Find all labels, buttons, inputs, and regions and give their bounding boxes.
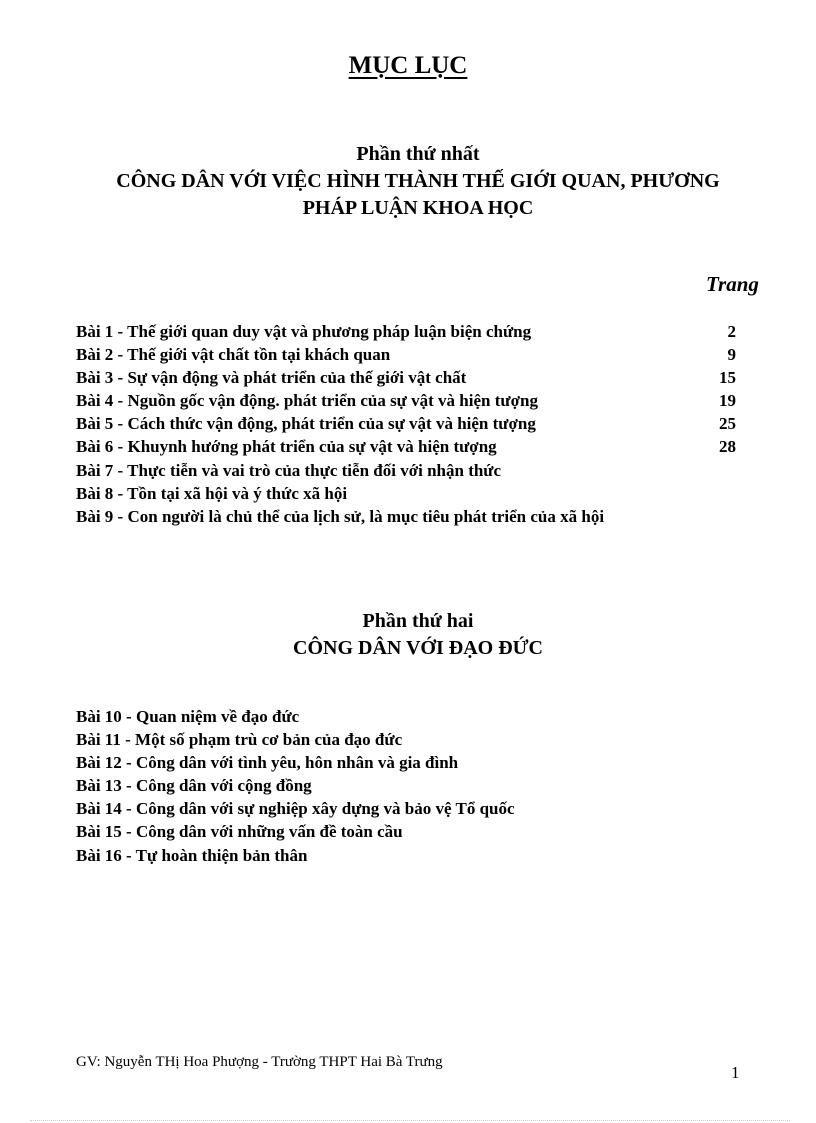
toc-item[interactable] (76, 459, 756, 482)
toc-item-label: Bài 9 - Con người là chủ thể của lịch sử, là mục tiêu phát triển của xã hội (76, 506, 605, 526)
toc-item[interactable] (76, 705, 756, 728)
toc-item[interactable] (76, 412, 756, 435)
toc-item-label: Bài 1 - Thế giới quan duy vật và phương pháp luận biện chứng (76, 322, 532, 341)
toc-item[interactable] (76, 435, 756, 458)
toc-item-page: 19 (719, 391, 736, 411)
toc-item[interactable] (76, 751, 756, 774)
page-number: 1 (731, 1063, 740, 1082)
part2-heading-block (0, 608, 816, 662)
page-title: MỤC LỤC (348, 52, 468, 79)
toc-item-label: Bài 2 - Thế giới vật chất tồn tại khách quan (76, 345, 391, 365)
toc-item-label: Bài 15 - Công dân với những vấn đề toàn cầu (76, 822, 403, 842)
part2-subtitle: CÔNG DÂN VỚI ĐẠO ĐỨC (293, 637, 543, 659)
toc-item-label: Bài 5 - Cách thức vận động, phát triển của sự vật và hiện tượng (76, 414, 536, 434)
toc-item[interactable] (76, 797, 756, 820)
toc-item[interactable] (76, 844, 756, 867)
footer-author: GV: Nguyễn THị Hoa Phượng - Trường THPT Hai Bà Trưng (76, 1054, 443, 1070)
toc-item-label: Bài 10 - Quan niệm về đạo đức (76, 707, 300, 726)
toc-item-label: Bài 16 - Tự hoàn thiện bản thân (76, 845, 308, 865)
toc-item-page: 25 (719, 414, 736, 434)
toc-item[interactable] (76, 366, 756, 389)
part1-heading-block (0, 141, 816, 222)
toc-item-page: 9 (727, 345, 736, 365)
toc-item-page: 15 (719, 368, 736, 388)
toc-item[interactable] (76, 505, 756, 528)
toc-item-page: 28 (719, 437, 736, 457)
toc-item[interactable] (76, 820, 756, 843)
toc-item-label: Bài 4 - Nguồn gốc vận động. phát triển của sự vật và hiện tượng (76, 391, 538, 411)
toc-item-label: Bài 14 - Công dân với sự nghiệp xây dựng và bảo vệ Tổ quốc (76, 799, 515, 819)
toc-item[interactable] (76, 389, 756, 412)
toc-item[interactable] (76, 343, 756, 366)
part1-toc-list (76, 320, 756, 528)
toc-item-page: 2 (727, 322, 736, 341)
part1-subtitle-line2: PHÁP LUẬN KHOA HỌC (302, 197, 534, 219)
toc-item-label: Bài 12 - Công dân với tình yêu, hôn nhân và gia đình (76, 753, 459, 773)
toc-item-label: Bài 13 - Công dân với cộng đồng (76, 776, 312, 796)
toc-item-label: Bài 3 - Sự vận động và phát triển của thế giới vật chất (76, 368, 467, 388)
toc-item[interactable] (76, 774, 756, 797)
toc-item[interactable] (76, 320, 756, 343)
toc-item[interactable] (76, 482, 756, 505)
toc-item-label: Bài 7 - Thực tiễn và vai trò của thực tiễn đối với nhận thức (76, 460, 502, 480)
part2-toc-list (76, 705, 756, 867)
toc-item[interactable] (76, 728, 756, 751)
page-bottom-divider (30, 1120, 790, 1121)
toc-item-label: Bài 8 - Tồn tại xã hội và ý thức xã hội (76, 483, 348, 503)
part1-heading: Phần thứ nhất (356, 143, 480, 165)
toc-item-label: Bài 11 - Một số phạm trù cơ bản của đạo đức (76, 730, 403, 750)
part2-heading: Phần thứ hai (362, 610, 474, 632)
toc-item-label: Bài 6 - Khuynh hướng phát triển của sự vật và hiện tượng (76, 437, 497, 457)
page-column-label: Trang (706, 272, 759, 296)
part1-subtitle-line1: CÔNG DÂN VỚI VIỆC HÌNH THÀNH THẾ GIỚI QUAN, PHƯƠNG (116, 170, 720, 192)
